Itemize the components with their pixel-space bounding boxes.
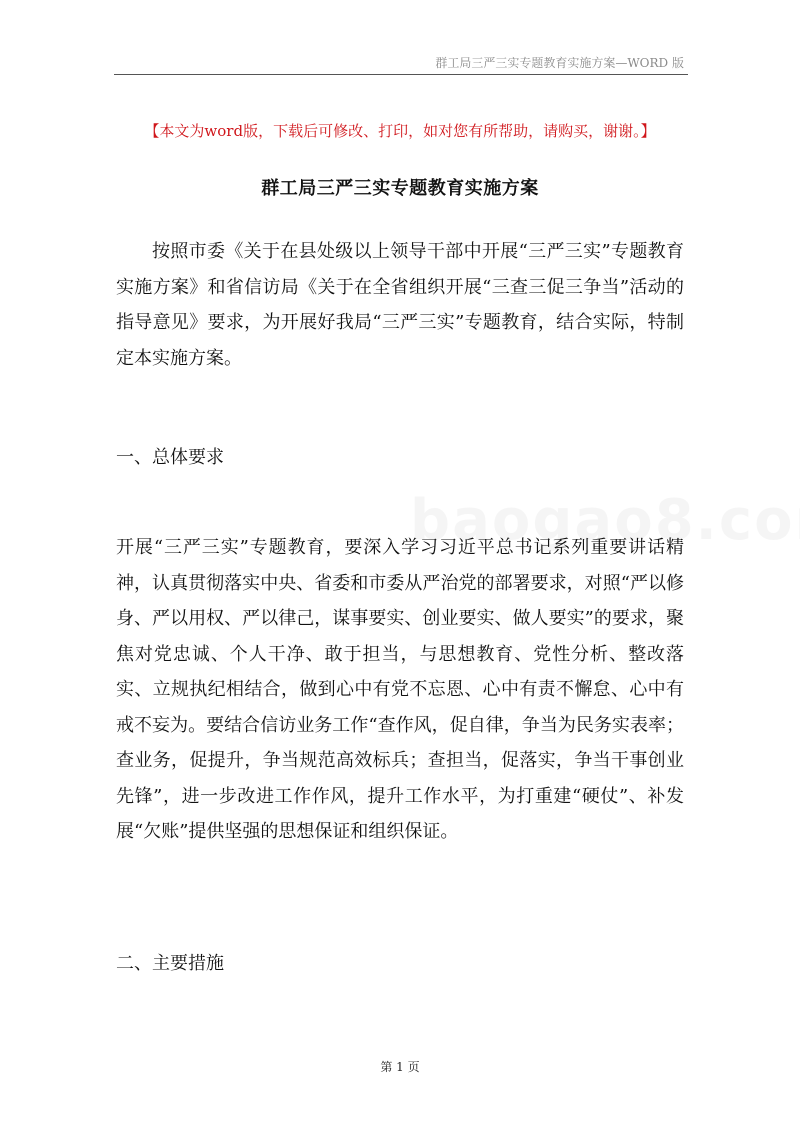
document-title: 群工局三严三实专题教育实施方案	[261, 178, 539, 199]
page-number: 第 1 页	[380, 1060, 420, 1074]
section-heading-main-measures: 二、主要措施	[116, 953, 224, 974]
section-body-general-requirements: 开展“三严三实”专题教育，要深入学习习近平总书记系列重要讲话精神，认真贯彻落实中央、省委和市委从严治党的部署要求，对照“严以修身、严以用权、严以律己，谋事要实、创业要实、做人要实”的要求，聚焦对党忠诚、个人干净、敢于担当，与思想教育、党性分析、整改落实、立规执纪相结合，做到心中有党不忘恩、心中有责不懈怠、心中有戒不妄为。要结合信访业务工作“查作风，促自律，争当为民务实表率；查业务，促提升，争当规范高效标兵；查担当，促落实，争当干事创业先锋”，进一步改进工作作风，提升工作水平，为打重建“硬仗”、补发展“欠账”提供坚强的思想保证和组织保证。	[116, 537, 684, 842]
running-header: 群工局三严三实专题教育实施方案—WORD 版	[435, 56, 684, 70]
purchase-notice: 【本文为word版，下载后可修改、打印，如对您有所帮助，请购买，谢谢。】	[144, 122, 656, 140]
section-heading-general-requirements: 一、总体要求	[116, 447, 224, 468]
header-divider	[114, 74, 688, 75]
intro-paragraph: 按照市委《关于在县处级以上领导干部中开展“三严三实”专题教育实施方案》和省信访局《关于在全省组织开展“三查三促三争当”活动的指导意见》要求，为开展好我局“三严三实”专题教育，结合实际，特制定本实施方案。	[116, 241, 684, 369]
